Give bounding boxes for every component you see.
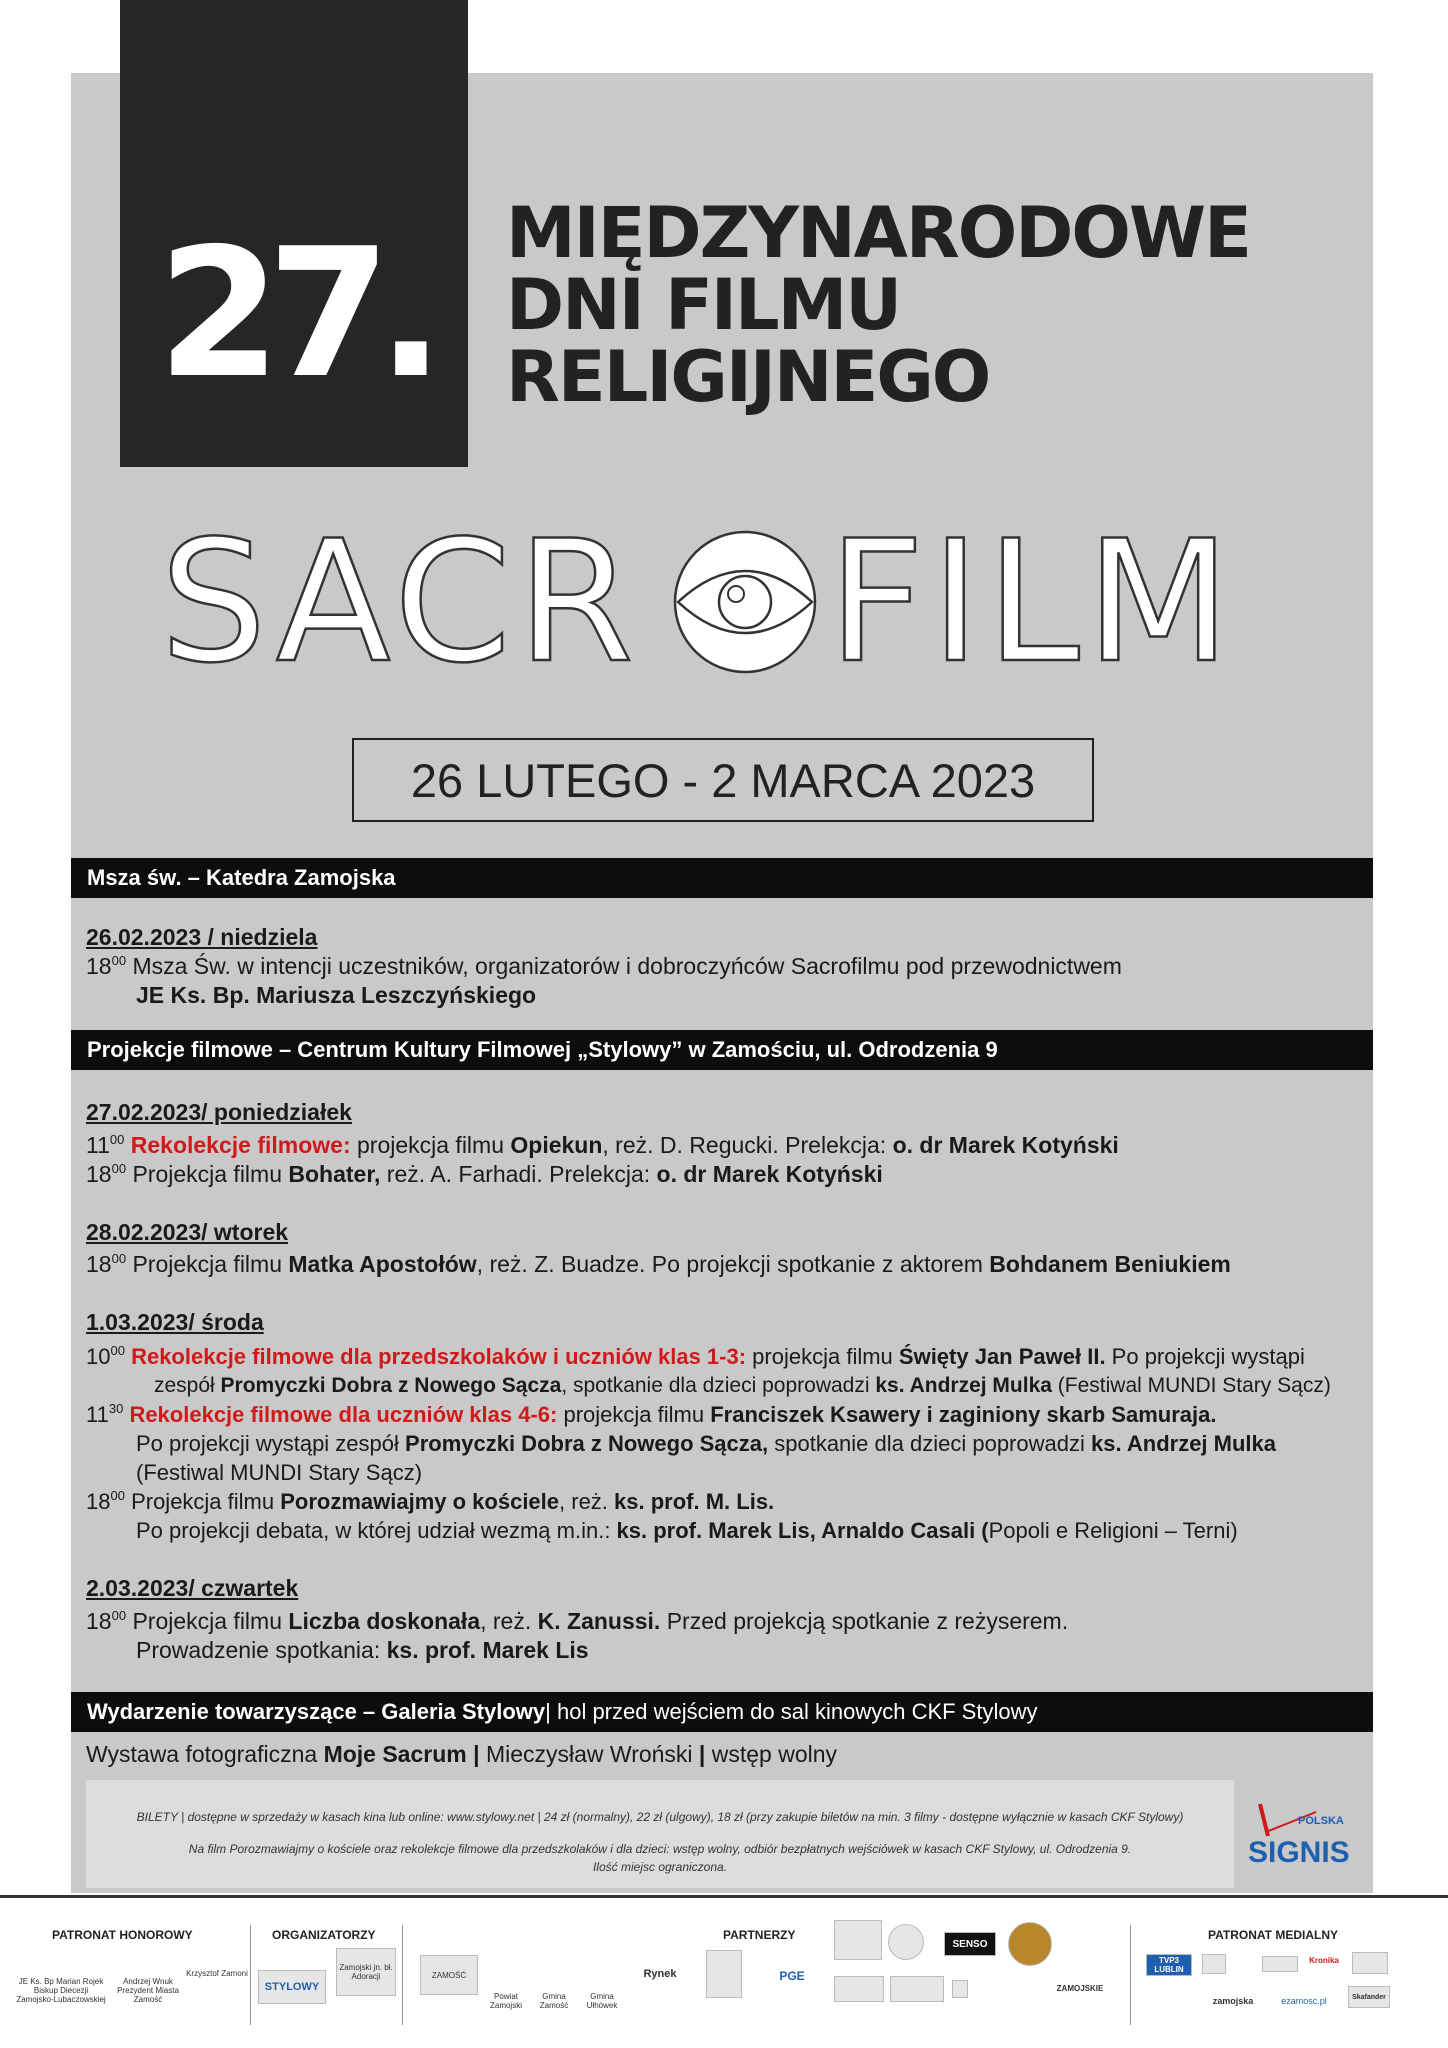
entry-info: wstęp wolny [711, 1741, 838, 1767]
media-skafander-logo [1348, 1986, 1390, 2008]
performer: Promyczki Dobra z Nowego Sącza [220, 1374, 562, 1397]
wednesday-line-2 [154, 1371, 1331, 1400]
bar-rest: | hol przed wejściem do sal kinowych CKF Stylowy [545, 1699, 1038, 1724]
mass-line-2 [86, 981, 536, 1010]
exhibition-line [86, 1740, 837, 1769]
minute: 00 [110, 1343, 125, 1358]
media-logo-c [1352, 1952, 1388, 1974]
minute: 00 [109, 1132, 125, 1147]
logo-caption: Powiat Zamojski [489, 1992, 522, 2010]
organizer-logo-2 [336, 1948, 396, 1996]
footer-heading-media: PATRONAT MEDIALNY [1208, 1928, 1338, 1942]
text: Prowadzenie spotkania: [136, 1637, 387, 1663]
ticket-line-3: Ilość miejsc ograniczona. [592, 1860, 728, 1874]
honorary-patron-mayor [112, 1950, 184, 2030]
day-monday [86, 1098, 352, 1127]
speaker: o. dr Marek Kotyński [892, 1132, 1119, 1158]
text: Przed projekcją spotkanie z reżyserem. [660, 1608, 1069, 1634]
media-ezamosc-logo [1272, 1992, 1336, 2010]
hour: 18 [86, 1251, 112, 1277]
text: projekcja filmu [746, 1344, 899, 1369]
text: Projekcja filmu [124, 1489, 281, 1514]
hour: 18 [86, 953, 112, 979]
eye-icon [675, 532, 815, 672]
mass-line [86, 952, 1122, 981]
logo-caption: ZAMOJSKIE [1056, 1983, 1104, 1993]
logo-caption: JE Ks. Bp Marian Rojek Biskup Diecezji Zamojsko-Lubaczowskiej [16, 1976, 106, 2004]
logo-caption: Skafander [1352, 1993, 1386, 2001]
media-tvp3-logo [1146, 1954, 1192, 1976]
speaker: ks. prof. Marek Lis [386, 1637, 589, 1663]
red-label: Rekolekcje filmowe dla przedszkolaków i uczniów klas 1-3: [131, 1344, 747, 1369]
partner-pge-logo [760, 1956, 824, 1996]
signis-name: SIGNIS [1248, 1836, 1350, 1869]
wednesday-line-3 [86, 1400, 1216, 1429]
text: projekcja filmu [557, 1402, 711, 1427]
film-title: Bohater, [288, 1161, 381, 1187]
wednesday-line-4 [136, 1429, 1276, 1458]
day-label: 28.02.2023/ wtorek [86, 1219, 289, 1245]
title-line-1: MIĘDZYNARODOWE [506, 192, 1250, 274]
red-label: Rekolekcje filmowe dla uczniów klas 4-6: [129, 1402, 558, 1427]
thursday-line-1 [86, 1607, 1068, 1636]
footer-separator [1130, 1925, 1131, 2025]
director: K. Zanussi. [537, 1608, 661, 1634]
media-zamojska-logo [1206, 1992, 1260, 2010]
section-bar-mass: Msza św. – Katedra Zamojska [71, 858, 1373, 898]
film-title: Opiekun [510, 1132, 603, 1158]
minute: 00 [111, 1251, 127, 1266]
text: , reż. D. Regucki. Prelekcja: [602, 1132, 893, 1158]
text: Projekcja filmu [126, 1251, 289, 1277]
text: Popoli e Religioni – Terni) [988, 1518, 1238, 1543]
day-label: 2.03.2023/ czwartek [86, 1575, 299, 1601]
text: Po projekcji wystąpi zespół [136, 1431, 406, 1456]
minute: 00 [111, 1608, 127, 1623]
logo-caption: ezamosc.pl [1281, 1996, 1327, 2006]
hour: 11 [86, 1402, 109, 1427]
section-bar-screenings: Projekcje filmowe – Centrum Kultury Filmowej „Stylowy” w Zamościu, ul. Odrodzenia 9 [71, 1030, 1373, 1070]
bar-bold: Wydarzenie towarzyszące – Galeria Stylowy [87, 1699, 546, 1724]
day-label: 26.02.2023 / niedziela [86, 924, 318, 950]
ticket-line-2: Na film Porozmawiajmy o kościele oraz rekolekcje filmowe dla przedszkolaków i dla dzieci: wstęp wolny, odbiór bezpłatnych wejściówek w kasach CKF Stylowy, ul. Odrodzenia 9. [188, 1842, 1132, 1856]
day-thursday [86, 1574, 298, 1603]
text: zespół [154, 1374, 221, 1397]
film-title: Liczba doskonała [288, 1608, 481, 1634]
logo-caption: Zamojski jn. bł. Adoracji [339, 1963, 393, 1981]
day-mass [86, 923, 317, 952]
author: Mieczysław Wroński [485, 1741, 693, 1767]
partner-rynek-logo [628, 1960, 692, 1988]
text: , spotkanie dla dzieci poprowadzi [561, 1374, 876, 1397]
minute: 00 [111, 1161, 127, 1176]
logo-caption: Andrzej Wnuk Prezydent Miasta Zamość [117, 1976, 179, 2004]
mass-text: Msza Św. w intencji uczestników, organizatorów i dobroczyńców Sacrofilmu pod przewodnictwem [126, 953, 1122, 979]
signis-logo [1246, 1790, 1371, 1880]
monday-line-2 [86, 1160, 883, 1189]
logo-caption: Rynek [643, 1968, 677, 1980]
logo-text-right: FILM [828, 520, 1237, 680]
text: Projekcja filmu [126, 1608, 289, 1634]
speaker: o. dr Marek Kotyński [656, 1161, 883, 1187]
partner-logo-c [1008, 1922, 1052, 1966]
logo-text-left: SACR [160, 520, 640, 680]
text: , reż. [480, 1608, 538, 1634]
speaker: ks. Andrzej Mulka [1090, 1431, 1276, 1456]
partner-logo-b [888, 1924, 924, 1960]
minute: 00 [110, 1488, 125, 1503]
signis-country: POLSKA [1298, 1815, 1344, 1827]
partner-logo-e [890, 1976, 944, 2002]
logo-caption: Krzysztof Zamoni [186, 1968, 248, 1978]
film-title: Porozmawiajmy o kościele [280, 1489, 560, 1514]
director: ks. prof. M. Lis. [614, 1489, 775, 1514]
separator: | [692, 1741, 712, 1767]
footer-divider [0, 1895, 1448, 1898]
text: projekcja filmu [350, 1132, 511, 1158]
ticket-line-1: BILETY | dostępne w sprzedaży w kasach kina lub online: www.stylowy.net | 24 zł (normalny), 22 zł (ulgowy), 18 zł (przy zakupie biletów na min. 3 filmy - dostępne wyłącznie w kasach CKF Stylowy) [136, 1810, 1184, 1824]
day-wednesday [86, 1308, 264, 1337]
honorary-patron-3 [184, 1958, 250, 1988]
footer-heading-honorary: PATRONAT HONOROWY [52, 1928, 193, 1942]
partner-senso-logo [944, 1932, 996, 1956]
wednesday-line-1 [86, 1342, 1305, 1371]
wednesday-line-5: (Festiwal MUNDI Stary Sącz) [136, 1460, 423, 1485]
footer-separator [402, 1925, 403, 2025]
logo-caption: zamojska [1212, 1996, 1254, 2006]
logo-caption: SENSO [952, 1938, 988, 1950]
partner-logo-d [834, 1976, 884, 2002]
speakers: ks. prof. Marek Lis, Arnaldo Casali ( [616, 1518, 989, 1543]
performer: Promyczki Dobra z Nowego Sącza, [405, 1431, 769, 1456]
hour: 18 [86, 1489, 111, 1514]
footer-heading-partners: PARTNERZY [723, 1928, 796, 1942]
wednesday-line-7 [136, 1516, 1238, 1545]
thursday-line-2 [136, 1636, 589, 1665]
monday-line-1 [86, 1131, 1119, 1160]
logo-caption: STYLOWY [264, 1981, 320, 1993]
day-label: 27.02.2023/ poniedziałek [86, 1099, 352, 1125]
footer-separator [250, 1925, 251, 2025]
minute: 30 [108, 1401, 124, 1416]
partner-logo-g [1068, 1926, 1112, 1956]
organizer-stylowy-logo [258, 1970, 326, 2004]
text: Projekcja filmu [126, 1161, 289, 1187]
speaker: ks. Andrzej Mulka [875, 1374, 1052, 1397]
title-line-3: RELIGIJNEGO [506, 336, 990, 418]
day-label: 1.03.2023/ środa [86, 1309, 264, 1335]
wednesday-line-6 [86, 1487, 774, 1516]
day-tuesday [86, 1218, 288, 1247]
edition-number: 27. [157, 210, 431, 417]
festival-title [506, 192, 1250, 418]
partner-zamojskie-logo [1040, 1976, 1120, 2000]
text: reż. A. Farhadi. Prelekcja: [380, 1161, 657, 1187]
text: Po projekcji debata, w której udział wezmą m.in.: [136, 1518, 617, 1543]
hour: 18 [86, 1161, 112, 1187]
media-logo-b [1262, 1956, 1298, 1972]
footer-heading-organizers: ORGANIZATORZY [272, 1928, 376, 1942]
text: Po projekcji wystąpi [1105, 1344, 1305, 1369]
text: spotkanie dla dzieci poprowadzi [768, 1431, 1091, 1456]
text: (Festiwal MUNDI Stary Sącz) [1051, 1374, 1331, 1397]
logo-caption: PGE [779, 1969, 805, 1983]
red-label: Rekolekcje filmowe: [130, 1132, 351, 1158]
hour: 18 [86, 1608, 112, 1634]
logo-caption: Kronika [1309, 1955, 1339, 1965]
partner-logo-f [952, 1980, 968, 1998]
honorary-patron-bishop [16, 1950, 106, 2030]
festival-dates: 26 LUTEGO - 2 MARCA 2023 [352, 738, 1094, 822]
partner-powiat-logo [484, 1950, 528, 2010]
text: , reż. Z. Buadze. Po projekcji spotkanie z aktorem [476, 1251, 990, 1277]
hour: 10 [86, 1344, 111, 1369]
speaker: Bohdanem Beniukiem [989, 1251, 1231, 1277]
sacrofilm-logo [160, 520, 1290, 680]
partner-logo-a [834, 1920, 882, 1960]
film-title: Święty Jan Paweł II. [898, 1344, 1106, 1369]
logo-caption: Gmina Ułhówek [586, 1992, 618, 2010]
partner-zamosc-logo: ZAMOŚĆ [420, 1955, 478, 1995]
text: , reż. [559, 1489, 615, 1514]
film-title: Franciszek Ksawery i zaginiony skarb Samuraja. [710, 1402, 1217, 1427]
tuesday-line [86, 1250, 1231, 1279]
partner-logo-green [706, 1950, 742, 1998]
separator: | [466, 1741, 486, 1767]
media-kronika-logo [1306, 1952, 1342, 1968]
mass-celebrant: JE Ks. Bp. Mariusza Leszczyńskiego [136, 982, 537, 1008]
logo-caption: TVP3 LUBLIN [1154, 1956, 1184, 1974]
ticket-info-box [86, 1780, 1234, 1888]
section-bar-gallery [71, 1692, 1373, 1732]
partner-gmina-zamosc-logo [532, 1950, 576, 2010]
minute: 00 [111, 953, 127, 968]
title-line-2: DNI FILMU [506, 264, 901, 346]
hour: 11 [86, 1132, 110, 1158]
film-title: Matka Apostołów [288, 1251, 477, 1277]
media-logo-a [1202, 1954, 1226, 1974]
logo-caption: Gmina Zamość [539, 1992, 569, 2010]
edition-number-box [120, 0, 468, 467]
partner-gmina-ulhowek-logo [580, 1950, 624, 2010]
exhibition-title: Moje Sacrum [323, 1741, 467, 1767]
text: Wystawa fotograficzna [86, 1741, 324, 1767]
